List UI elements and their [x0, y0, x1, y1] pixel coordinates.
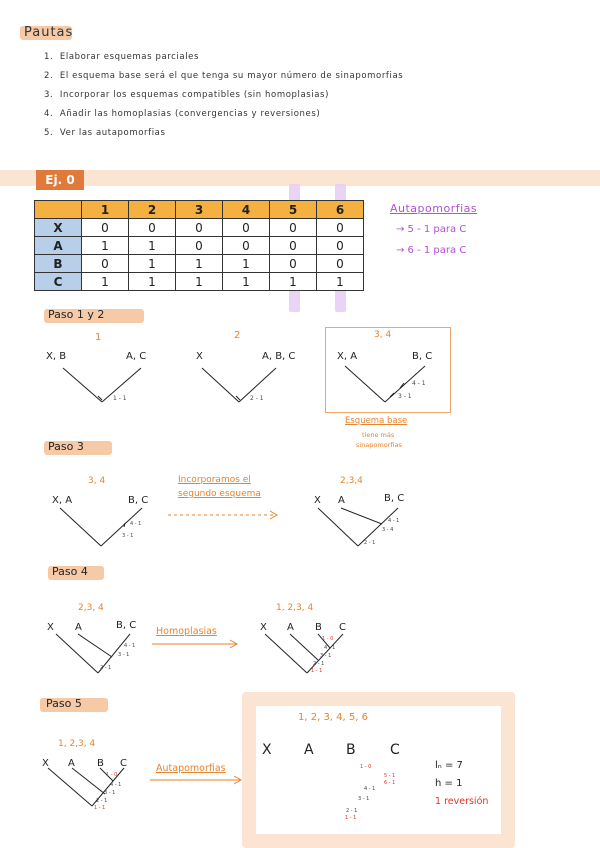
matrix-cell: 0	[223, 237, 270, 255]
matrix-cell: 1	[270, 273, 317, 291]
matrix-cell: 0	[270, 237, 317, 255]
change-mark: 2 - 1	[346, 808, 358, 814]
change-mark: 3 - 1	[122, 533, 134, 539]
taxon-group-right: B, C	[128, 495, 149, 506]
taxon-label: X	[42, 758, 49, 769]
tree-number: 1, 2,3, 4	[58, 739, 96, 749]
rule-item: 5. Ver las autapomorfias	[44, 128, 166, 138]
taxon-label: X	[47, 622, 54, 633]
taxon-label: X	[35, 219, 82, 237]
rule-item: 4. Añadir las homoplasias (convergencias y reversiones)	[44, 109, 321, 119]
change-mark: 3 - 1	[104, 790, 116, 796]
base-scheme-note: sinapomorfias	[356, 441, 402, 449]
matrix-cell: 1	[176, 255, 223, 273]
matrix-cell: 1	[129, 255, 176, 273]
taxon-label: C	[390, 742, 400, 758]
change-mark: 4 - 1	[324, 645, 336, 651]
tree-number: 1, 2, 3, 4, 5, 6	[298, 712, 368, 723]
reversion-mark: 1 - 0	[322, 636, 334, 642]
autapomorphy-mark: 5 - 1	[384, 773, 396, 779]
matrix-cell: 0	[223, 219, 270, 237]
taxon-label: B	[35, 255, 82, 273]
change-mark: 2 - 1	[100, 665, 112, 671]
taxon-label: A	[338, 495, 345, 506]
change-mark: 4 - 1	[412, 380, 426, 387]
change-mark: 3 - 1	[118, 652, 130, 658]
change-mark: 4 - 1	[364, 786, 376, 792]
final-result-box	[242, 692, 515, 848]
taxon-label: X	[262, 742, 272, 758]
matrix-col-header: 3	[176, 201, 223, 219]
matrix-cell: 1	[82, 273, 129, 291]
tree-length: lₙ = 7	[435, 760, 463, 771]
base-scheme-note: tiene más	[362, 431, 395, 439]
change-mark: 3 - 1	[320, 653, 332, 659]
rule-item: 2. El esquema base será el que tenga su mayor número de sinapomorfias	[44, 71, 404, 81]
rule-item: 3. Incorporar los esquemas compatibles (sin homoplasias)	[44, 90, 330, 100]
rule-item: 1. Elaborar esquemas parciales	[44, 52, 200, 62]
taxon-group-left: X, A	[337, 351, 358, 362]
taxon-label: X	[314, 495, 321, 506]
arrow-label: segundo esquema	[178, 489, 261, 499]
taxon-label: C	[35, 273, 82, 291]
change-mark: 2 - 1	[364, 540, 376, 546]
change-mark: 3 - 1	[358, 796, 370, 802]
matrix-cell: 1	[129, 273, 176, 291]
taxon-label: B	[97, 758, 104, 769]
tree-number: 3, 4	[374, 330, 392, 340]
base-scheme-label: Esquema base	[345, 416, 408, 426]
autapomorphy-title: Autapomorfias	[390, 202, 478, 215]
matrix-cell: 0	[270, 219, 317, 237]
matrix-cell: 0	[270, 255, 317, 273]
taxon-label: B	[315, 622, 322, 633]
taxon-label: B	[346, 742, 356, 758]
taxon-label: C	[120, 758, 127, 769]
reversion-mark: 1 - 1	[311, 668, 323, 674]
taxon-group-left: X	[196, 351, 203, 362]
tree-number: 2,3, 4	[78, 603, 104, 613]
matrix-cell: 0	[317, 219, 364, 237]
matrix-cell: 0	[176, 219, 223, 237]
exercise-label: Ej. 0	[36, 170, 84, 190]
matrix-cell: 1	[129, 237, 176, 255]
taxon-group-left: X, A	[52, 495, 73, 506]
taxon-label: C	[339, 622, 346, 633]
step-label: Paso 1 y 2	[48, 308, 105, 321]
step-label: Paso 4	[52, 565, 88, 578]
change-mark: 4 - 1	[124, 643, 136, 649]
matrix-col-header: 2	[129, 201, 176, 219]
tree-number: 3, 4	[88, 476, 106, 486]
homoplasy-count: h = 1	[435, 778, 463, 789]
step-label: Paso 3	[48, 440, 84, 453]
reversion-mark: 1 - 0	[360, 764, 372, 770]
change-mark: 2 - 1	[250, 395, 264, 402]
change-mark: 4 - 1	[110, 782, 122, 788]
matrix-cell: 1	[223, 255, 270, 273]
change-mark: 2 - 1	[313, 661, 325, 667]
arrow-label: Autapomorfias	[156, 763, 226, 774]
taxon-label: A	[35, 237, 82, 255]
matrix-cell: 0	[317, 237, 364, 255]
matrix-cell: 1	[176, 273, 223, 291]
taxon-label: A	[287, 622, 294, 633]
tree-number: 2,3,4	[340, 476, 363, 486]
matrix-cell: 1	[223, 273, 270, 291]
arrow-label: Incorporamos el	[178, 475, 251, 485]
matrix-cell: 0	[317, 255, 364, 273]
matrix-cell: 0	[82, 219, 129, 237]
matrix-cell: 0	[82, 255, 129, 273]
change-mark: 1 - 1	[113, 395, 127, 402]
reversion-count: 1 reversión	[435, 796, 489, 807]
change-mark: 4 - 1	[130, 521, 142, 527]
tree-number: 1, 2,3, 4	[276, 603, 314, 613]
reversion-mark: 1 - 1	[345, 815, 357, 821]
taxon-label: X	[260, 622, 267, 633]
arrow-label: Homoplasias	[156, 626, 217, 637]
step-label: Paso 5	[46, 697, 82, 710]
matrix-cell: 0	[129, 219, 176, 237]
matrix-col-header: 6	[317, 201, 364, 219]
taxon-group-right: B, C	[384, 493, 405, 504]
matrix-col-header: 1	[82, 201, 129, 219]
taxon-label: A	[304, 742, 314, 758]
change-mark: 4 - 1	[388, 518, 400, 524]
taxon-group-right: B, C	[116, 620, 137, 631]
tree-number: 1	[95, 332, 102, 343]
reversion-mark: 1 - 1	[94, 805, 106, 811]
change-mark: 2 - 1	[96, 798, 108, 804]
change-mark: 3 - 4	[382, 527, 394, 533]
taxon-group-left: X, B	[46, 351, 67, 362]
reversion-mark: 1 - 0	[106, 772, 118, 778]
tree-number: 2	[234, 330, 241, 341]
page-title: Pautas	[24, 25, 74, 40]
taxon-group-right: A, B, C	[262, 351, 296, 362]
matrix-cell: 1	[317, 273, 364, 291]
change-mark: 3 - 1	[398, 393, 412, 400]
matrix-col-header: 4	[223, 201, 270, 219]
taxon-label: A	[68, 758, 75, 769]
taxon-group-right: A, C	[126, 351, 147, 362]
autapomorphy-item: → 6 - 1 para C	[396, 245, 467, 256]
taxon-label: A	[75, 622, 82, 633]
autapomorphy-mark: 6 - 1	[384, 780, 396, 786]
matrix-cell: 0	[176, 237, 223, 255]
autapomorphy-item: → 5 - 1 para C	[396, 224, 467, 235]
matrix-col-header: 5	[270, 201, 317, 219]
taxon-group-right: B, C	[412, 351, 433, 362]
matrix-cell: 1	[82, 237, 129, 255]
